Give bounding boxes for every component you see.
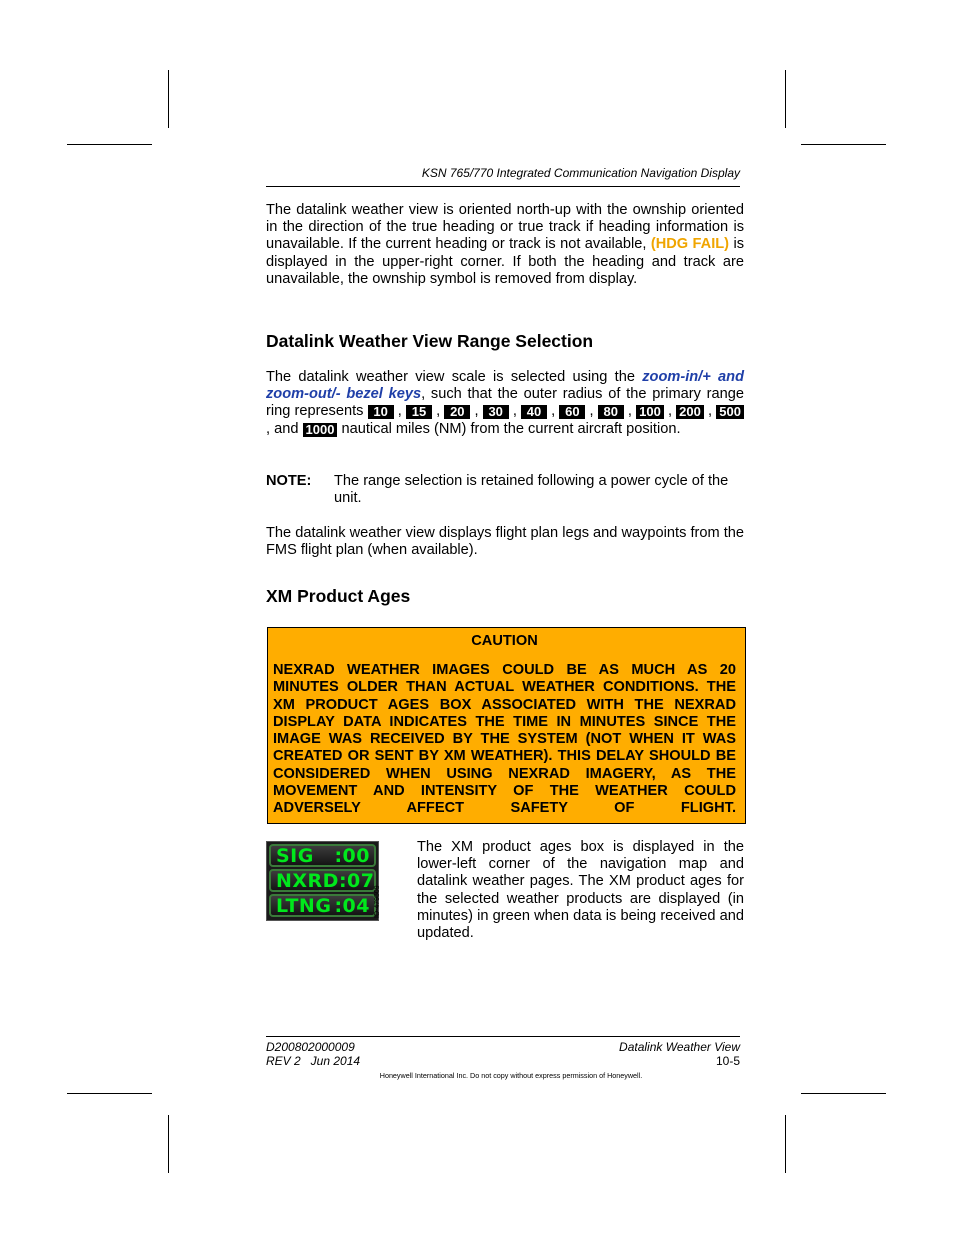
range-chip: 1000 [303, 423, 338, 437]
range-chip: 10 [368, 405, 394, 419]
range-chip: 500 [716, 405, 744, 419]
range-chip: 200 [676, 405, 704, 419]
revision: REV 2 Jun 2014 [266, 1054, 361, 1068]
crop-mark [168, 70, 169, 128]
crop-mark [801, 144, 886, 145]
range-chip: 15 [406, 405, 432, 419]
flight-plan-paragraph: The datalink weather view displays flight plan legs and waypoints from the FMS flight plan (when available). [266, 525, 744, 559]
crop-mark [67, 144, 152, 145]
crop-mark [67, 1093, 152, 1094]
note-text: The range selection is retained following a power cycle of the unit. [334, 473, 729, 507]
page-number: 10-5 [715, 1054, 740, 1068]
product-age-row: LTNG :04 [269, 894, 376, 917]
range-paragraph: The datalink weather view scale is selected using the zoom-in/+ and zoom-out/- bezel keys, such that the outer radius of the primary range ring represents 10 , 15 , 20 , 30 , 40 , 60 , 80 , 100 , 200 , 500 , and 1000 nautical miles (NM) from the current aircraft position. [266, 369, 744, 437]
doc-number: D200802000009 [266, 1040, 355, 1054]
range-chip: 80 [598, 405, 624, 419]
range-chip: 20 [444, 405, 470, 419]
footer-doc-info [266, 1040, 360, 1068]
caution-box [267, 627, 746, 824]
running-head: KSN 765/770 Integrated Communication Navigation Display [421, 166, 740, 180]
crop-mark [168, 1115, 169, 1173]
figure-id: ID-479509 [374, 885, 381, 918]
intro-paragraph: The datalink weather view is oriented north-up with the ownship oriented in the direction of the true heading or true track if heading information is unavailable. If the current heading or track is not available, (HDG FAIL) is displayed in the upper-right corner. If both the heading and track are unavailable, the ownship symbol is removed from display. [266, 202, 744, 287]
note-label: NOTE: [266, 473, 312, 489]
footer-page-info [619, 1040, 740, 1068]
xm-description: The XM product ages box is displayed in the lower-left corner of the navigation map and datalink weather pages. The XM product ages for the selected weather products are displayed (in minutes) in green when data is being received and updated. [417, 839, 744, 942]
section-name: Datalink Weather View [619, 1040, 740, 1054]
xm-product-ages-box [266, 841, 379, 921]
footer-rule [266, 1036, 740, 1037]
crop-mark [801, 1093, 886, 1094]
caution-title: CAUTION [471, 633, 538, 649]
header-rule [266, 186, 740, 187]
product-age-row: NXRD :07 [269, 869, 376, 892]
range-chip: 30 [483, 405, 509, 419]
bezel-keys: zoom-in/+ and zoom-out/- bezel keys [266, 369, 744, 403]
section-heading-xm: XM Product Ages [266, 586, 411, 606]
product-age-row: SIG :00 [269, 844, 376, 867]
hdg-fail-annunciation: (HDG FAIL) [650, 236, 730, 253]
section-heading-range: Datalink Weather View Range Selection [266, 331, 594, 351]
caution-text: NEXRAD WEATHER IMAGES COULD BE AS MUCH AS 20 MINUTES OLDER THAN ACTUAL WEATHER CONDITIONS. THE XM PRODUCT AGES BOX ASSOCIATED WITH THE NEXRAD DISPLAY DATA INDICATES THE TIME IN MINUTES SINCE THE IMAGE WAS RECEIVED BY THE SYSTEM (NOT WHEN IT WAS CREATED OR SENT BY XM WEATHER). THIS DELAY SHOULD BE CONSIDERED WHEN USING NEXRAD IMAGERY, AS THE MOVEMENT AND INTENSITY OF THE WEATHER COULD ADVERSELY AFFECT SAFETY OF FLIGHT. [273, 662, 736, 817]
range-chip: 60 [559, 405, 585, 419]
crop-mark [785, 70, 786, 128]
range-chip: 100 [636, 405, 664, 419]
copyright-notice: Honeywell International Inc. Do not copy without express permission of Honeywell. [379, 1071, 643, 1080]
crop-mark [785, 1115, 786, 1173]
range-chip: 40 [521, 405, 547, 419]
